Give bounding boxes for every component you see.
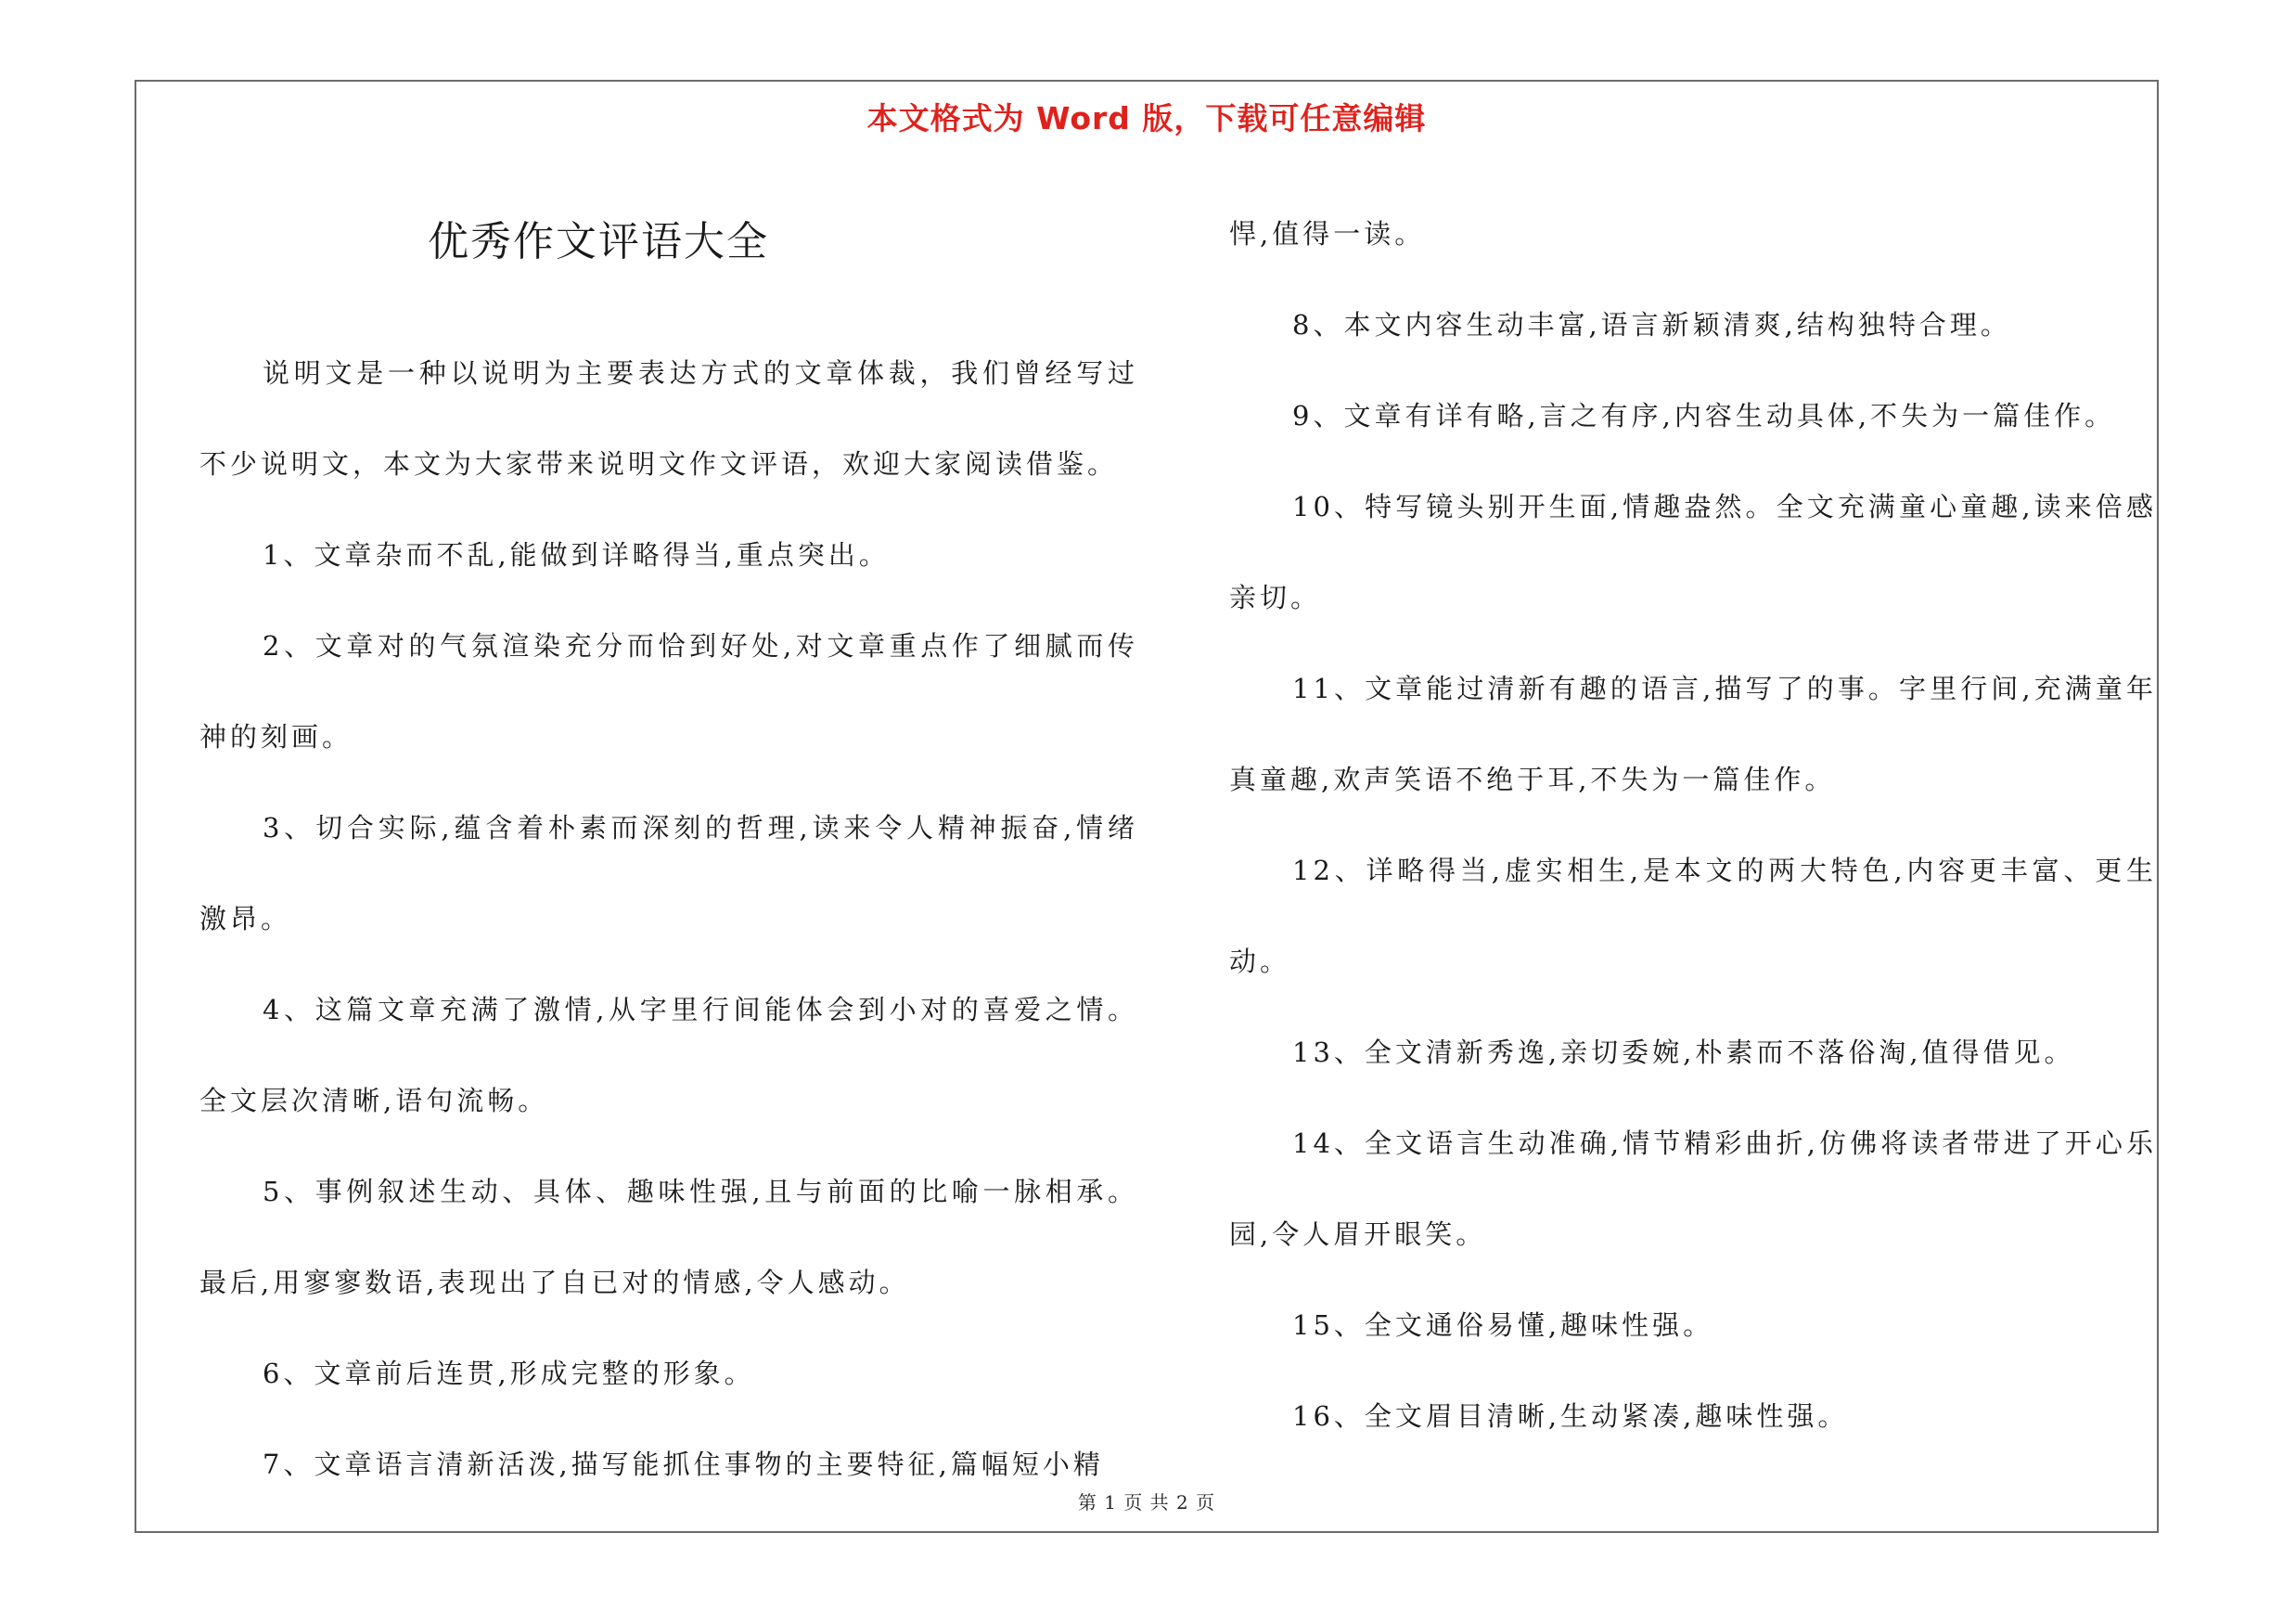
comment-item: 15、全文通俗易懂,趣味性强。: [1292, 1309, 1714, 1341]
page-number-footer: 第 1 页 共 2 页: [1077, 1491, 1216, 1514]
intro-paragraph: 说明文是一种以说明为主要表达方式的文章体裁，我们曾经写过不少说明文，本文为大家带来说明文作文评语，欢迎大家阅读借鉴。: [199, 357, 1138, 480]
comment-item: 2、文章对的气氛渲染充分而恰到好处,对文章重点作了细腻而传神的刻画。: [199, 630, 1138, 753]
comment-item: 16、全文眉目清晰,生动紧凑,趣味性强。: [1292, 1400, 1849, 1432]
comment-item: 7、文章语言清新活泼,描写能抓住事物的主要特征,篇幅短小精: [263, 1449, 1104, 1480]
comment-item: 14、全文语言生动准确,情节精彩曲折,仿佛将读者带进了开心乐园,令人眉开眼笑。: [1229, 1127, 2157, 1250]
comment-item: 6、文章前后连贯,形成完整的形象。: [263, 1358, 755, 1389]
comment-item: 3、切合实际,蕴含着朴素而深刻的哲理,读来令人精神振奋,情绪激昂。: [199, 812, 1138, 934]
right-paragraphs: [1229, 188, 2157, 1462]
comment-item: 9、文章有详有略,言之有序,内容生动具体,不失为一篇佳作。: [1292, 400, 2116, 432]
comment-item: 12、详略得当,虚实相生,是本文的两大特色,内容更丰富、更生动。: [1229, 855, 2157, 977]
left-paragraphs: [199, 328, 1138, 1510]
format-banner: 本文格式为 Word 版，下载可任意编辑: [866, 100, 1427, 136]
comment-item: 11、文章能过清新有趣的语言,描写了的事。字里行间,充满童年真童趣,欢声笑语不绝于耳,不失为一篇佳作。: [1229, 673, 2157, 795]
comment-item: 8、本文内容生动丰富,语言新颖清爽,结构独特合理。: [1292, 309, 2011, 341]
comment-item: 13、全文清新秀逸,亲切委婉,朴素而不落俗淘,值得借见。: [1292, 1037, 2075, 1068]
comment-item: 5、事例叙述生动、具体、趣味性强,且与前面的比喻一脉相承。最后,用寥寥数语,表现出了自已对的情感,令人感动。: [199, 1176, 1138, 1298]
comment-item: 10、特写镜头别开生面,情趣盎然。全文充满童心童趣,读来倍感亲切。: [1229, 491, 2157, 613]
page-frame: [135, 80, 2159, 1533]
comment-item: 4、这篇文章充满了激情,从字里行间能体会到小对的喜爱之情。全文层次清晰,语句流畅。: [199, 994, 1138, 1116]
document-title: 优秀作文评语大全: [428, 218, 769, 265]
comment-continuation: 悍,值得一读。: [1229, 218, 1426, 250]
comment-item: 1、文章杂而不乱,能做到详略得当,重点突出。: [263, 539, 890, 571]
